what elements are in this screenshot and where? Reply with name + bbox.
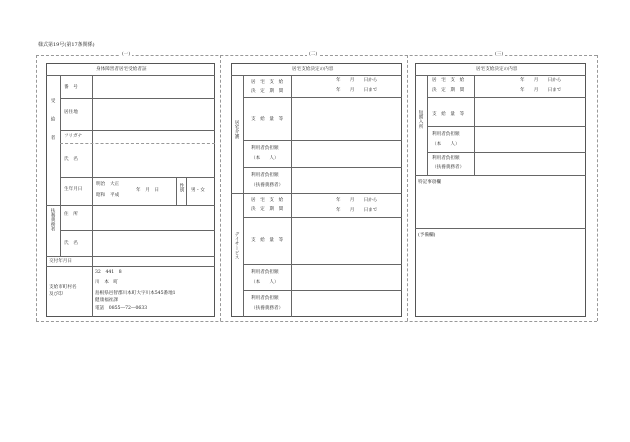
day-period-label-1: 居 宅 支 給 (251, 198, 284, 203)
shortstay-period-label-1: 居 宅 支 給 (432, 78, 465, 83)
shortstay-burden-guardian-2: （扶養義務者） (432, 165, 465, 170)
frame-left-dash (36, 55, 37, 321)
shortstay-label: 短期入所 (418, 110, 423, 129)
guardian-label: 扶養義務者 (50, 208, 55, 231)
shortstay-burden-guardian-1: 利用者負担額 (432, 156, 460, 161)
day-burden-user-2: （本 人） (251, 280, 279, 285)
panel3-table (415, 63, 586, 317)
sex-label: 性別 (179, 183, 184, 193)
care-burden-user-2: （本 人） (251, 156, 279, 161)
issuer-dept: 健康福祉課 (95, 298, 118, 303)
notes-label: 特記事項欄 (418, 180, 441, 185)
issue-date-label: 交付年月日 (49, 259, 72, 264)
care-ym-to: 年 月 日まで (336, 88, 378, 93)
shortstay-period-label-2: 決 定 期 間 (432, 88, 465, 93)
care-amount-label: 支 給 量 等 (251, 117, 284, 122)
day-burden-guardian-1: 利用者負担額 (251, 296, 279, 301)
recipient-label: 受給者 (50, 98, 55, 154)
era-meiji: 明治 (96, 182, 106, 187)
day-ym-to: 年 月 日まで (336, 208, 378, 213)
issuer-town: 川 本 町 (95, 280, 118, 285)
era-heisei: 平成 (110, 193, 120, 198)
guardian-address-label: 住 所 (64, 212, 78, 217)
frame-right-dash (597, 55, 598, 321)
reserve-label: (予備欄) (418, 233, 436, 238)
era-showa: 昭和 (96, 193, 106, 198)
issuer-phone: 電話 0855―72―0633 (95, 306, 148, 311)
issuer-label-1: 支給市町村名 (49, 285, 77, 290)
sex-values: 男・女 (191, 188, 205, 193)
fold-line-1 (220, 55, 221, 321)
shortstay-burden-user-1: 利用者負担額 (432, 132, 460, 137)
number-label: 番 号 (64, 85, 78, 90)
shortstay-ym-from: 年 月 日から (520, 78, 562, 83)
frame-bottom-dash (36, 321, 597, 322)
care-period-label-1: 居 宅 支 給 (251, 80, 284, 85)
care-label: 居宅介護 (234, 120, 239, 139)
panel3-number: (三) (495, 52, 504, 57)
guardian-name-label: 氏 名 (64, 241, 78, 246)
shortstay-ym-to: 年 月 日まで (520, 88, 562, 93)
care-burden-user-1: 利用者負担額 (251, 146, 279, 151)
panel2-number: (二) (309, 52, 318, 57)
care-period-label-2: 決 定 期 間 (251, 89, 284, 94)
issuer-address: 島根県邑智郡川本町大字川本545番地1 (95, 291, 176, 296)
panel2-title: 居宅支給決定の内容 (292, 67, 334, 72)
day-amount-label: 支 給 量 等 (251, 238, 284, 243)
form-number: 様式第19号(第17条関係) (38, 42, 95, 48)
day-service-label: デイサービス (234, 232, 239, 260)
day-burden-guardian-2: （扶養義務者） (251, 306, 284, 311)
care-ym-from: 年 月 日から (336, 78, 378, 83)
day-ym-from: 年 月 日から (336, 198, 378, 203)
panel3-title: 居宅支給決定の内容 (476, 67, 518, 72)
issuer-code: 32 441 8 (95, 270, 122, 275)
care-burden-guardian-2: （扶養義務者） (251, 183, 284, 188)
panel1-number: (一) (122, 52, 131, 57)
day-burden-user-1: 利用者負担額 (251, 270, 279, 275)
panel1-title: 身体障害者居宅受給者証 (96, 67, 147, 72)
fold-line-2 (407, 55, 408, 321)
shortstay-amount-label: 支 給 量 等 (432, 112, 465, 117)
birthdate-ymd: 年 月 日 (136, 188, 159, 193)
name-label: 氏 名 (64, 157, 78, 162)
issuer-label-2: 及び印 (49, 292, 63, 297)
birthdate-label: 生年月日 (64, 187, 83, 192)
furigana-label: フリガナ (64, 134, 83, 139)
panel2-table (231, 63, 402, 317)
day-period-label-2: 決 定 期 間 (251, 207, 284, 212)
era-taisho: 大正 (110, 182, 120, 187)
shortstay-burden-user-2: （本 人） (432, 142, 460, 147)
address-label: 居住地 (64, 110, 78, 115)
care-burden-guardian-1: 利用者負担額 (251, 173, 279, 178)
